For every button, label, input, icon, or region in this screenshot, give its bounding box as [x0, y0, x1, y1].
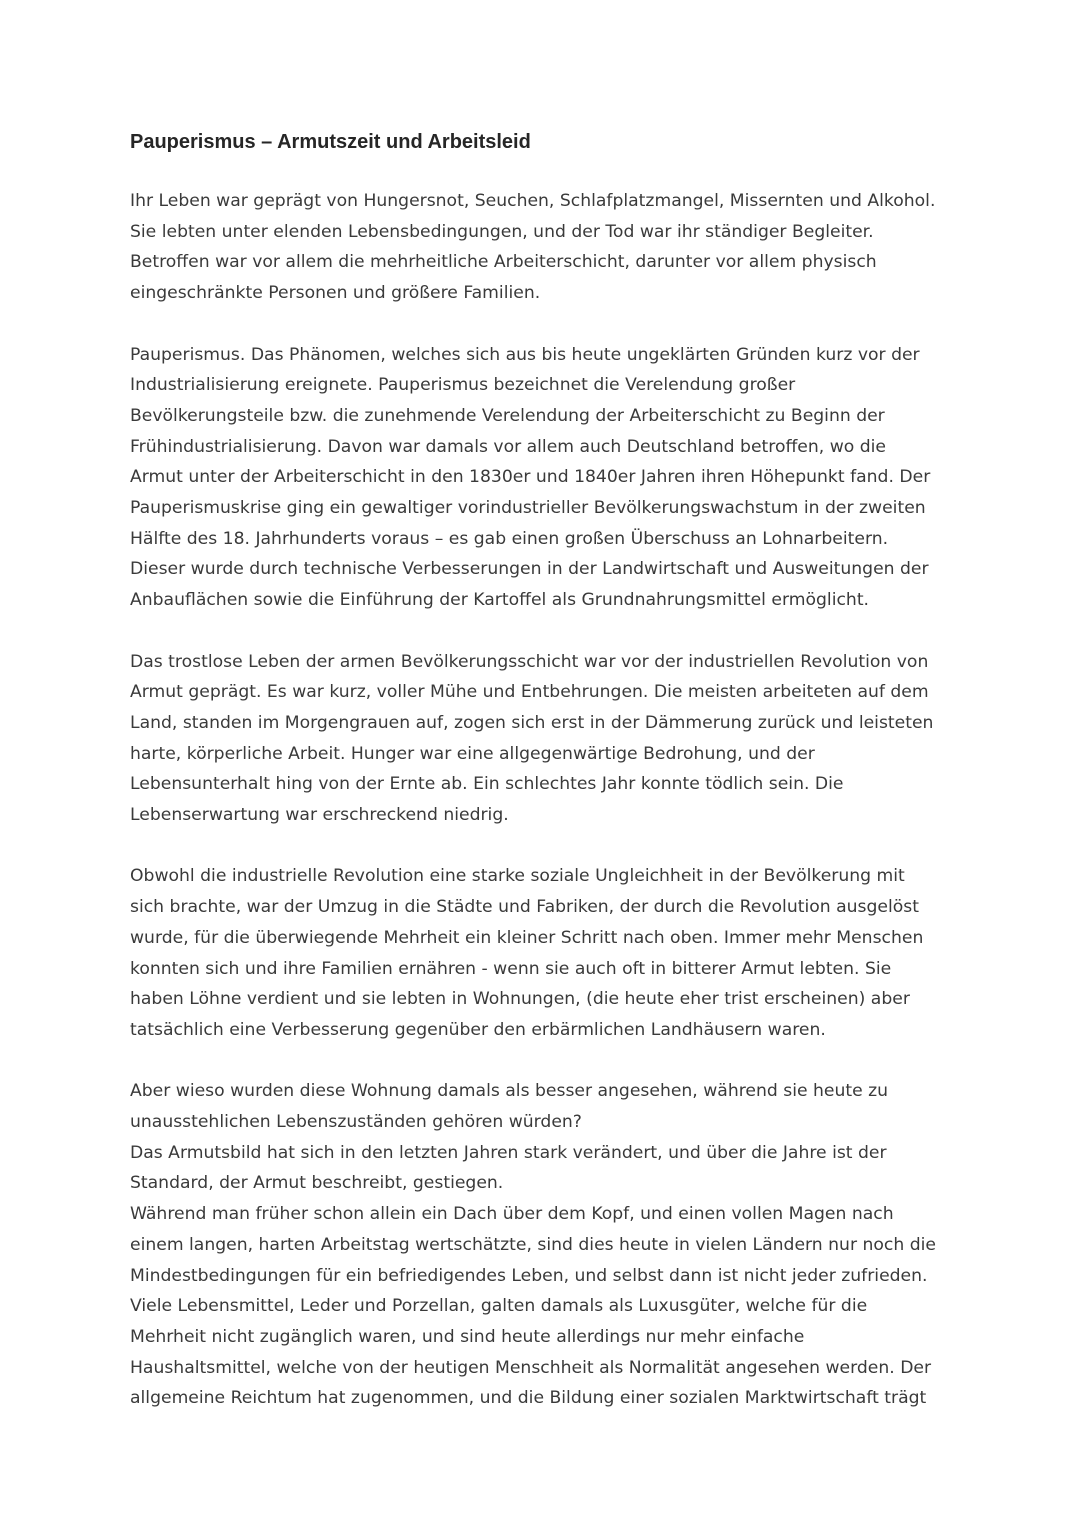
text-line: eingeschränkte Personen und größere Familien.	[130, 283, 541, 304]
text-line: Ihr Leben war geprägt von Hungersnot, Seuchen, Schlafplatzmangel, Missernten und Alkohol.	[130, 191, 936, 211]
text-line: sich brachte, war der Umzug in die Städte und Fabriken, der durch die Revolution ausgelöst	[130, 897, 919, 918]
text-line: Armut geprägt. Es war kurz, voller Mühe und Entbehrungen. Die meisten arbeiteten auf dem	[130, 682, 929, 703]
text-line: Industrialisierung ereignete. Pauperismus bezeichnet die Verelendung großer	[130, 375, 796, 396]
paragraph-3	[130, 647, 960, 831]
text-line: Betroffen war vor allem die mehrheitliche Arbeiterschicht, darunter vor allem physisch	[130, 252, 877, 273]
text-line: Dieser wurde durch technische Verbesserungen in der Landwirtschaft und Ausweitungen der	[130, 559, 929, 580]
text-line: haben Löhne verdient und sie lebten in Wohnungen, (die heute eher trist erscheinen) aber	[130, 989, 910, 1010]
text-line: Mindestbedingungen für ein befriedigendes Leben, und selbst dann ist nicht jeder zufrieden.	[130, 1265, 928, 1286]
paragraph-5	[130, 1076, 960, 1414]
text-line: Land, standen im Morgengrauen auf, zogen sich erst in der Dämmerung zurück und leisteten	[130, 712, 934, 733]
text-line: wurde, für die überwiegende Mehrheit ein kleiner Schritt nach oben. Immer mehr Menschen	[130, 927, 924, 948]
text-line: Haushaltsmittel, welche von der heutigen Menschheit als Normalität angesehen werden. Der	[130, 1357, 932, 1378]
text-line: tatsächlich eine Verbesserung gegenüber den erbärmlichen Landhäusern waren.	[130, 1019, 826, 1040]
text-line: Mehrheit nicht zugänglich waren, und sind heute allerdings nur mehr einfache	[130, 1326, 805, 1347]
text-line: Hälfte des 18. Jahrhunderts voraus – es gab einen großen Überschuss an Lohnarbeitern.	[130, 528, 889, 549]
text-line: Lebenserwartung war erschreckend niedrig.	[130, 805, 509, 826]
text-line: Während man früher schon allein ein Dach über dem Kopf, und einen vollen Magen nach	[130, 1204, 894, 1225]
text-line: konnten sich und ihre Familien ernähren - wenn sie auch oft in bitterer Armut lebten. Sie	[130, 958, 892, 979]
text-line: Viele Lebensmittel, Leder und Porzellan, galten damals als Luxusgüter, welche für die	[130, 1296, 868, 1317]
paragraph-4	[130, 861, 960, 1045]
text-line: Pauperismuskrise ging ein gewaltiger vorindustrieller Bevölkerungswachstum in der zweiten	[130, 498, 926, 519]
text-line: Lebensunterhalt hing von der Ernte ab. Ein schlechtes Jahr konnte tödlich sein. Die	[130, 774, 844, 795]
text-line: Sie lebten unter elenden Lebensbedingungen, und der Tod war ihr ständiger Begleiter.	[130, 221, 874, 242]
text-line: unausstehlichen Lebenszuständen gehören würden?	[130, 1112, 582, 1133]
text-line: Armut unter der Arbeiterschicht in den 1830er und 1840er Jahren ihren Höhepunkt fand. Der	[130, 467, 931, 488]
text-line: Anbauflächen sowie die Einführung der Kartoffel als Grundnahrungsmittel ermöglicht.	[130, 590, 870, 611]
text-line: Aber wieso wurden diese Wohnung damals als besser angesehen, während sie heute zu	[130, 1081, 889, 1102]
paragraph-1	[130, 186, 960, 309]
text-line: einem langen, harten Arbeitstag wertschätzte, sind dies heute in vielen Ländern nur noch die	[130, 1234, 936, 1255]
text-line: allgemeine Reichtum hat zugenommen, und die Bildung einer sozialen Marktwirtschaft trägt	[130, 1388, 927, 1409]
paragraph-2	[130, 340, 960, 616]
document-page	[130, 128, 960, 1414]
text-line: Frühindustrialisierung. Davon war damals vor allem auch Deutschland betroffen, wo die	[130, 436, 886, 457]
text-line: Das trostlose Leben der armen Bevölkerungsschicht war vor der industriellen Revolution von	[130, 651, 929, 672]
text-line: Bevölkerungsteile bzw. die zunehmende Verelendung der Arbeiterschicht zu Beginn der	[130, 405, 885, 426]
document-title: Pauperismus – Armutszeit und Arbeitsleid	[130, 131, 531, 153]
text-line: Standard, der Armut beschreibt, gestiegen.	[130, 1173, 504, 1194]
text-line: Obwohl die industrielle Revolution eine starke soziale Ungleichheit in der Bevölkerung mit	[130, 866, 905, 887]
text-line: harte, körperliche Arbeit. Hunger war eine allgegenwärtige Bedrohung, und der	[130, 743, 815, 764]
text-line: Das Armutsbild hat sich in den letzten Jahren stark verändert, und über die Jahre ist der	[130, 1142, 887, 1163]
text-line: Pauperismus. Das Phänomen, welches sich aus bis heute ungeklärten Gründen kurz vor der	[130, 344, 920, 365]
